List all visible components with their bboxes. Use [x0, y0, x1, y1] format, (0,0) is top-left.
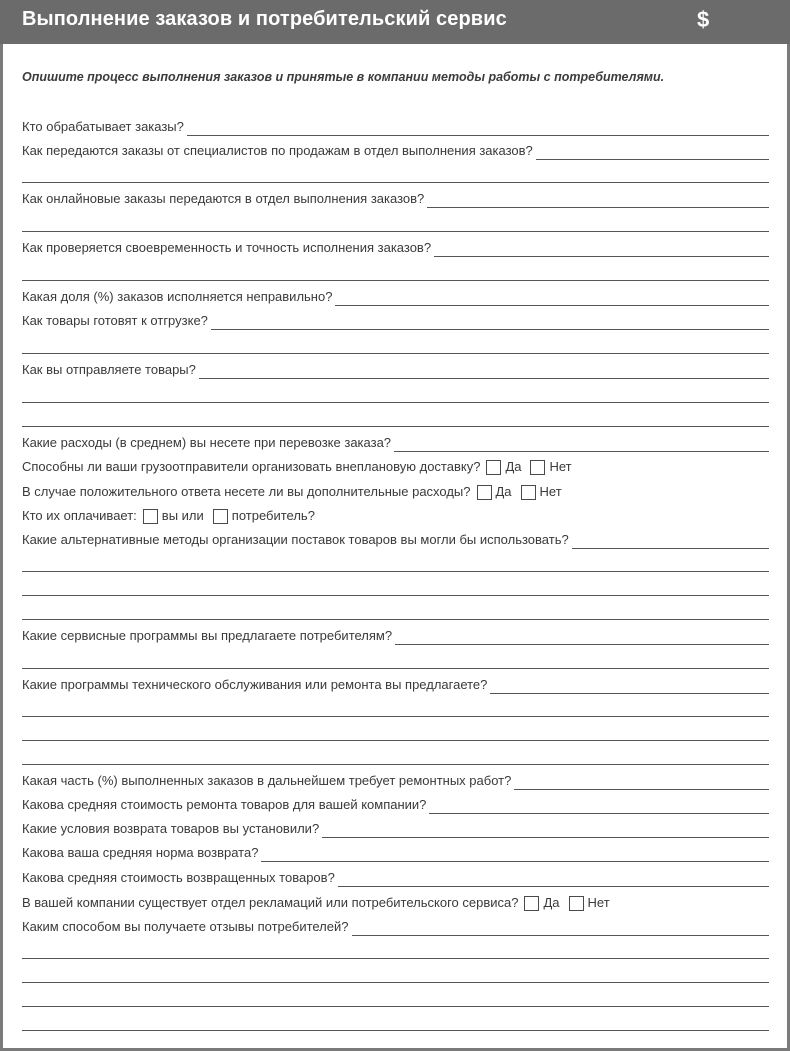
question-row — [22, 621, 769, 645]
question-label: Какие программы технического обслуживания или ремонта вы предлагаете? — [22, 677, 488, 692]
question-label: Какова средняя стоимость возвращенных товаров? — [22, 870, 335, 885]
question-label: Кто их оплачивает: — [22, 508, 137, 523]
answer-line[interactable] — [434, 242, 769, 257]
section-header — [0, 0, 790, 44]
question-label: Как проверяется своевременность и точность исполнения заказов? — [22, 240, 432, 255]
question-label: Кто обрабатывает заказы? — [22, 119, 184, 134]
answer-line[interactable] — [427, 193, 769, 208]
answer-line[interactable] — [22, 595, 769, 596]
question-row — [22, 136, 769, 160]
answer-line[interactable] — [22, 764, 769, 765]
question-row — [22, 912, 769, 936]
question-label: Какие альтернативные методы организации поставок товаров вы могли бы использовать? — [22, 532, 569, 547]
question-label: Какова ваша средняя норма возврата? — [22, 845, 259, 860]
yes-label: Да — [543, 895, 560, 910]
question-row — [22, 306, 769, 330]
answer-line[interactable] — [22, 1030, 769, 1031]
question-label: Как онлайновые заказы передаются в отдел выполнения заказов? — [22, 191, 425, 206]
answer-line[interactable] — [22, 402, 769, 403]
no-label: Нет — [587, 895, 610, 910]
answer-line[interactable] — [490, 679, 769, 694]
answer-line[interactable] — [338, 872, 769, 887]
question-row — [22, 670, 769, 694]
answer-line[interactable] — [322, 823, 769, 838]
answer-line[interactable] — [22, 958, 769, 959]
question-row — [22, 525, 769, 549]
question-label: Каким способом вы получаете отзывы потребителей? — [22, 919, 349, 934]
question-row — [22, 233, 769, 257]
answer-line[interactable] — [536, 145, 769, 160]
question-row — [22, 814, 769, 838]
question-row — [22, 282, 769, 306]
question-row — [22, 838, 769, 862]
question-label: Какая часть (%) выполненных заказов в дальнейшем требует ремонтных работ? — [22, 773, 512, 788]
answer-line[interactable] — [22, 619, 769, 620]
answer-line[interactable] — [22, 426, 769, 427]
no-label: Нет — [549, 459, 572, 474]
question-label: Как товары готовят к отгрузке? — [22, 313, 208, 328]
question-label: Какая доля (%) заказов исполняется неправильно? — [22, 289, 333, 304]
answer-line[interactable] — [22, 740, 769, 741]
question-label: Какова средняя стоимость ремонта товаров для вашей компании? — [22, 797, 427, 812]
you-checkbox[interactable] — [143, 509, 158, 524]
answer-line[interactable] — [22, 231, 769, 232]
question-label: Какие расходы (в среднем) вы несете при перевозке заказа? — [22, 435, 392, 450]
instructions: Опишите процесс выполнения заказов и принятые в компании методы работы с потребителями. — [22, 70, 665, 84]
question-label: Как вы отправляете товары? — [22, 362, 196, 377]
answer-line[interactable] — [572, 534, 769, 549]
you-label: вы или — [161, 508, 204, 523]
question-row — [22, 766, 769, 790]
consumer-label: потребитель? — [231, 508, 315, 523]
yes-checkbox[interactable] — [524, 896, 539, 911]
question-row — [22, 112, 769, 136]
answer-line[interactable] — [187, 121, 769, 136]
no-label: Нет — [539, 484, 562, 499]
answer-line[interactable] — [22, 982, 769, 983]
answer-line[interactable] — [429, 799, 769, 814]
answer-line[interactable] — [22, 353, 769, 354]
consumer-checkbox[interactable] — [213, 509, 228, 524]
question-label: Способны ли ваши грузоотправители организовать внеплановую доставку? — [22, 459, 481, 474]
answer-line[interactable] — [261, 847, 769, 862]
answer-line[interactable] — [22, 668, 769, 669]
question-row — [22, 477, 769, 501]
answer-line[interactable] — [22, 280, 769, 281]
yes-label: Да — [495, 484, 512, 499]
answer-line[interactable] — [22, 182, 769, 183]
answer-line[interactable] — [22, 571, 769, 572]
answer-line[interactable] — [352, 921, 770, 936]
question-row — [22, 501, 769, 525]
answer-line[interactable] — [394, 437, 769, 452]
yes-label: Да — [505, 459, 522, 474]
question-row — [22, 184, 769, 208]
question-row — [22, 355, 769, 379]
page-title: Выполнение заказов и потребительский сервис — [22, 8, 507, 30]
dollar-icon: $ — [697, 7, 710, 32]
no-checkbox[interactable] — [521, 485, 536, 500]
answer-line[interactable] — [22, 716, 769, 717]
question-label: В случае положительного ответа несете ли вы дополнительные расходы? — [22, 484, 471, 499]
no-checkbox[interactable] — [569, 896, 584, 911]
answer-line[interactable] — [22, 1006, 769, 1007]
question-row — [22, 888, 769, 912]
answer-line[interactable] — [514, 775, 769, 790]
question-label: В вашей компании существует отдел рекламаций или потребительского сервиса? — [22, 895, 519, 910]
question-row — [22, 452, 769, 476]
answer-line[interactable] — [211, 315, 769, 330]
yes-checkbox[interactable] — [486, 460, 501, 475]
no-checkbox[interactable] — [530, 460, 545, 475]
question-row — [22, 863, 769, 887]
yes-checkbox[interactable] — [477, 485, 492, 500]
question-row — [22, 790, 769, 814]
answer-line[interactable] — [335, 291, 769, 306]
answer-line[interactable] — [199, 364, 769, 379]
question-label: Какие сервисные программы вы предлагаете потребителям? — [22, 628, 393, 643]
question-row — [22, 428, 769, 452]
question-label: Какие условия возврата товаров вы установили? — [22, 821, 320, 836]
answer-line[interactable] — [395, 630, 769, 645]
question-label: Как передаются заказы от специалистов по продажам в отдел выполнения заказов? — [22, 143, 533, 158]
